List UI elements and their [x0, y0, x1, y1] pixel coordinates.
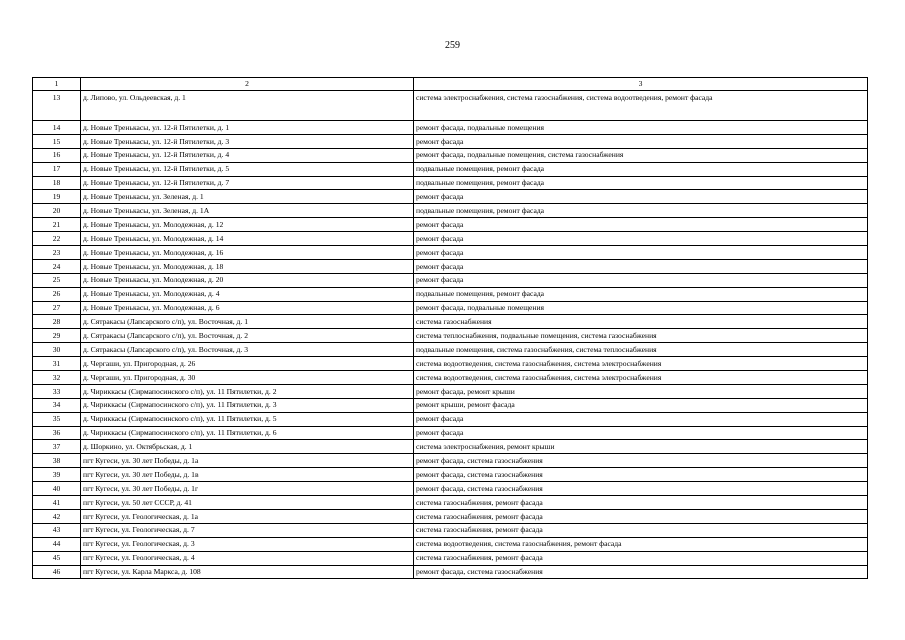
row-works: система газоснабжения, ремонт фасада: [414, 496, 868, 510]
row-works: ремонт фасада, система газоснабжения: [414, 565, 868, 579]
table-row: [33, 176, 868, 190]
row-address: д. Новые Тренькасы, ул. Молодежная, д. 18: [81, 259, 414, 273]
row-number: 27: [33, 301, 81, 315]
row-works: ремонт фасада, система газоснабжения: [414, 468, 868, 482]
table-row: [33, 246, 868, 260]
row-address: д. Новые Тренькасы, ул. Молодежная, д. 12: [81, 218, 414, 232]
row-address: д. Липово, ул. Ольдеевская, д. 1: [81, 91, 414, 121]
row-address: д. Новые Тренькасы, ул. 12-й Пятилетки, д. 5: [81, 162, 414, 176]
row-number: 44: [33, 537, 81, 551]
table-row: [33, 121, 868, 135]
row-works: ремонт фасада: [414, 134, 868, 148]
row-number: 42: [33, 509, 81, 523]
row-works: ремонт фасада: [414, 412, 868, 426]
row-works: ремонт крыши, ремонт фасада: [414, 398, 868, 412]
row-number: 18: [33, 176, 81, 190]
row-address: д. Шоркино, ул. Октябрьская, д. 1: [81, 440, 414, 454]
row-address: д. Новые Тренькасы, ул. 12-й Пятилетки, д. 4: [81, 148, 414, 162]
row-number: 25: [33, 273, 81, 287]
row-address: д. Новые Тренькасы, ул. Зеленая, д. 1А: [81, 204, 414, 218]
row-number: 19: [33, 190, 81, 204]
row-number: 26: [33, 287, 81, 301]
table-row: [33, 287, 868, 301]
row-works: система газоснабжения, ремонт фасада: [414, 523, 868, 537]
row-works: ремонт фасада, ремонт крыши: [414, 384, 868, 398]
table-row: [33, 509, 868, 523]
row-number: 41: [33, 496, 81, 510]
header-col-1: 1: [33, 78, 81, 91]
row-number: 46: [33, 565, 81, 579]
row-works: ремонт фасада, система газоснабжения: [414, 482, 868, 496]
table-row: [33, 565, 868, 579]
row-number: 32: [33, 371, 81, 385]
table-header: [33, 78, 868, 91]
row-works: подвальные помещения, ремонт фасада: [414, 287, 868, 301]
header-col-3: 3: [414, 78, 868, 91]
row-number: 13: [33, 91, 81, 121]
table-row: [33, 134, 868, 148]
row-address: пгт Кугеси, ул. 30 лет Победы, д. 1г: [81, 482, 414, 496]
row-address: пгт Кугеси, ул. 50 лет СССР, д. 41: [81, 496, 414, 510]
row-address: пгт Кугеси, ул. Геологическая, д. 4: [81, 551, 414, 565]
row-number: 40: [33, 482, 81, 496]
row-address: д. Новые Тренькасы, ул. Молодежная, д. 4: [81, 287, 414, 301]
table-body: [33, 91, 868, 579]
row-address: д. Чириккасы (Сирмапосинского с/п), ул. 11 Пятилетки, д. 6: [81, 426, 414, 440]
table-row: [33, 537, 868, 551]
row-address: д. Новые Тренькасы, ул. Молодежная, д. 14: [81, 232, 414, 246]
row-number: 35: [33, 412, 81, 426]
row-address: пгт Кугеси, ул. Геологическая, д. 7: [81, 523, 414, 537]
row-address: д. Новые Тренькасы, ул. Молодежная, д. 20: [81, 273, 414, 287]
row-works: ремонт фасада, подвальные помещения, система газоснабжения: [414, 148, 868, 162]
row-number: 15: [33, 134, 81, 148]
table-row: [33, 259, 868, 273]
table-row: [33, 371, 868, 385]
row-address: д. Сятракасы (Лапсарского с/п), ул. Восточная, д. 1: [81, 315, 414, 329]
page-number: 259: [445, 40, 460, 51]
row-number: 36: [33, 426, 81, 440]
row-works: подвальные помещения, система газоснабжения, система теплоснабжения: [414, 343, 868, 357]
row-works: система газоснабжения: [414, 315, 868, 329]
row-address: пгт Кугеси, ул. Геологическая, д. 3: [81, 537, 414, 551]
table-row: [33, 357, 868, 371]
row-address: д. Чириккасы (Сирмапосинского с/п), ул. 11 Пятилетки, д. 5: [81, 412, 414, 426]
row-number: 20: [33, 204, 81, 218]
row-works: ремонт фасада: [414, 232, 868, 246]
row-number: 37: [33, 440, 81, 454]
table-row: [33, 343, 868, 357]
table-row: [33, 523, 868, 537]
table-row: [33, 190, 868, 204]
table-row: [33, 91, 868, 121]
row-number: 29: [33, 329, 81, 343]
row-address: д. Чергаши, ул. Пригородная, д. 30: [81, 371, 414, 385]
table-row: [33, 440, 868, 454]
row-number: 33: [33, 384, 81, 398]
row-works: ремонт фасада, подвальные помещения: [414, 301, 868, 315]
table-row: [33, 482, 868, 496]
row-address: д. Новые Тренькасы, ул. Зеленая, д. 1: [81, 190, 414, 204]
row-works: ремонт фасада: [414, 190, 868, 204]
row-works: ремонт фасада, подвальные помещения: [414, 121, 868, 135]
buildings-table: [32, 77, 868, 579]
table-row: [33, 329, 868, 343]
row-address: д. Сятракасы (Лапсарского с/п), ул. Восточная, д. 2: [81, 329, 414, 343]
row-works: система газоснабжения, ремонт фасада: [414, 509, 868, 523]
row-number: 39: [33, 468, 81, 482]
row-address: д. Чириккасы (Сирмапосинского с/п), ул. 11 Пятилетки, д. 3: [81, 398, 414, 412]
table-row: [33, 412, 868, 426]
table-row: [33, 204, 868, 218]
table-row: [33, 384, 868, 398]
row-works: ремонт фасада: [414, 426, 868, 440]
row-number: 43: [33, 523, 81, 537]
row-number: 31: [33, 357, 81, 371]
row-works: ремонт фасада: [414, 273, 868, 287]
row-number: 45: [33, 551, 81, 565]
header-row: [33, 78, 868, 91]
row-number: 24: [33, 259, 81, 273]
row-works: ремонт фасада, система газоснабжения: [414, 454, 868, 468]
row-address: д. Чергаши, ул. Пригородная, д. 26: [81, 357, 414, 371]
table-row: [33, 301, 868, 315]
table-row: [33, 315, 868, 329]
table-row: [33, 551, 868, 565]
row-number: 28: [33, 315, 81, 329]
row-works: система теплоснабжения, подвальные помещения, система газоснабжения: [414, 329, 868, 343]
row-address: д. Сятракасы (Лапсарского с/п), ул. Восточная, д. 3: [81, 343, 414, 357]
row-address: д. Чириккасы (Сирмапосинского с/п), ул. 11 Пятилетки, д. 2: [81, 384, 414, 398]
row-address: пгт Кугеси, ул. 30 лет Победы, д. 1а: [81, 454, 414, 468]
row-works: система газоснабжения, ремонт фасада: [414, 551, 868, 565]
row-address: д. Новые Тренькасы, ул. 12-й Пятилетки, д. 1: [81, 121, 414, 135]
row-address: д. Новые Тренькасы, ул. Молодежная, д. 6: [81, 301, 414, 315]
row-number: 21: [33, 218, 81, 232]
row-number: 14: [33, 121, 81, 135]
row-works: подвальные помещения, ремонт фасада: [414, 162, 868, 176]
row-number: 22: [33, 232, 81, 246]
row-number: 23: [33, 246, 81, 260]
row-address: д. Новые Тренькасы, ул. 12-й Пятилетки, д. 7: [81, 176, 414, 190]
table-row: [33, 162, 868, 176]
row-address: пгт Кугеси, ул. 30 лет Победы, д. 1в: [81, 468, 414, 482]
row-works: система водоотведения, система газоснабжения, ремонт фасада: [414, 537, 868, 551]
row-works: подвальные помещения, ремонт фасада: [414, 176, 868, 190]
row-number: 17: [33, 162, 81, 176]
table-row: [33, 398, 868, 412]
row-works: система электроснабжения, ремонт крыши: [414, 440, 868, 454]
header-col-2: 2: [81, 78, 414, 91]
table-row: [33, 273, 868, 287]
row-number: 30: [33, 343, 81, 357]
row-address: пгт Кугеси, ул. Геологическая, д. 1а: [81, 509, 414, 523]
row-address: д. Новые Тренькасы, ул. 12-й Пятилетки, д. 3: [81, 134, 414, 148]
row-number: 16: [33, 148, 81, 162]
table-row: [33, 148, 868, 162]
table-row: [33, 426, 868, 440]
row-works: ремонт фасада: [414, 259, 868, 273]
row-works: система водоотведения, система газоснабжения, система электроснабжения: [414, 357, 868, 371]
table-row: [33, 496, 868, 510]
row-number: 38: [33, 454, 81, 468]
row-number: 34: [33, 398, 81, 412]
row-works: система водоотведения, система газоснабжения, система электроснабжения: [414, 371, 868, 385]
table-row: [33, 232, 868, 246]
row-address: д. Новые Тренькасы, ул. Молодежная, д. 16: [81, 246, 414, 260]
row-works: подвальные помещения, ремонт фасада: [414, 204, 868, 218]
table-row: [33, 454, 868, 468]
row-works: ремонт фасада: [414, 246, 868, 260]
row-works: система электроснабжения, система газоснабжения, система водоотведения, ремонт фасада: [414, 91, 868, 121]
row-works: ремонт фасада: [414, 218, 868, 232]
table-row: [33, 468, 868, 482]
row-address: пгт Кугеси, ул. Карла Маркса, д. 108: [81, 565, 414, 579]
table-row: [33, 218, 868, 232]
